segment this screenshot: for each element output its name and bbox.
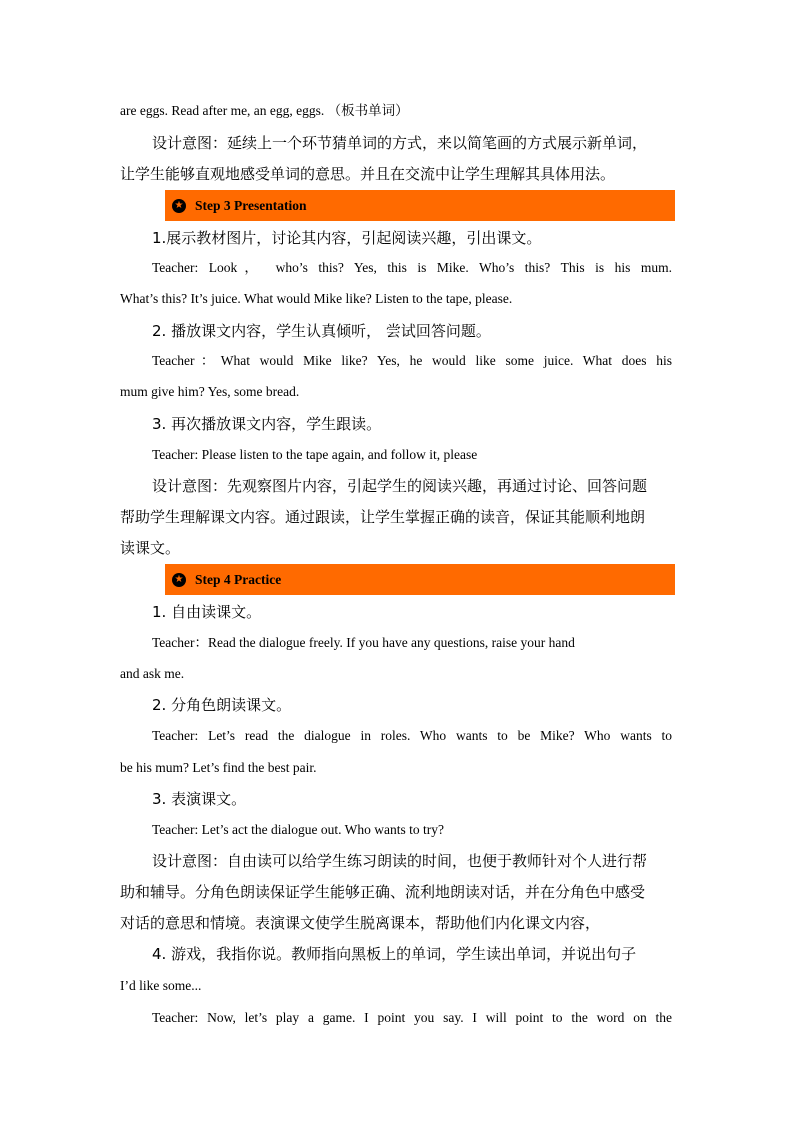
design-intent-line: 读课文。	[120, 539, 181, 557]
teacher-line: Teacher: Let’s act the dialogue out. Who wants to try?	[152, 822, 444, 837]
teacher-line: Teacher：What would Mike like? Yes, he would like some juice. What does his	[152, 353, 672, 368]
text-line: are eggs. Read after me, an egg, eggs. （板书单词）	[120, 103, 409, 118]
star-bullet-icon: ★	[172, 573, 186, 587]
teacher-line: Teacher: Please listen to the tape again, and follow it, please	[152, 447, 478, 462]
step-item: 1.展示教材图片，讨论其内容，引起阅读兴趣，引出课文。	[152, 229, 542, 247]
step4-title: Step 4 Practice	[195, 571, 282, 587]
design-intent-line: 设计意图：自由读可以给学生练习朗读的时间，也便于教师针对个人进行帮	[152, 852, 648, 870]
step-item: 4. 游戏，我指你说。教师指向黑板上的单词，学生读出单词，并说出句子	[152, 945, 637, 963]
step4-banner	[165, 564, 675, 595]
design-intent-line: 助和辅导。分角色朗读保证学生能够正确、流利地朗读对话，并在分角色中感受	[120, 883, 646, 901]
star-bullet-icon: ★	[172, 199, 186, 213]
design-intent-line: 让学生能够直观地感受单词的意思。并且在交流中让学生理解其具体用法。	[120, 165, 616, 183]
design-intent-line: 对话的意思和情境。表演课文使学生脱离课本，帮助他们内化课文内容，	[120, 914, 601, 932]
step3-title: Step 3 Presentation	[195, 197, 307, 213]
teacher-line: be his mum? Let’s find the best pair.	[120, 760, 317, 775]
step-item: 1. 自由读课文。	[152, 603, 262, 621]
teacher-line: I’d like some...	[120, 978, 202, 993]
design-intent-line: 设计意图：先观察图片内容，引起学生的阅读兴趣，再通过讨论、回答问题	[152, 477, 648, 495]
design-intent-line: 帮助学生理解课文内容。通过跟读，让学生掌握正确的读音，保证其能顺利地朗	[120, 508, 646, 526]
step-item: 2. 分角色朗读课文。	[152, 696, 292, 714]
teacher-line: and ask me.	[120, 666, 185, 681]
step3-banner	[165, 190, 675, 221]
design-intent-line: 设计意图：延续上一个环节猜单词的方式，来以简笔画的方式展示新单词，	[152, 134, 648, 152]
step-item: 2. 播放课文内容，学生认真倾听， 尝试回答问题。	[152, 322, 491, 340]
step-item: 3. 再次播放课文内容，学生跟读。	[152, 415, 382, 433]
teacher-line: What’s this? It’s juice. What would Mike like? Listen to the tape, please.	[120, 291, 513, 306]
teacher-line: Teacher：Read the dialogue freely. If you have any questions, raise your hand	[152, 635, 575, 650]
teacher-line: Teacher: Look， who’s this? Yes, this is Mike. Who’s this? This is his mum.	[152, 260, 672, 275]
teacher-line: mum give him? Yes, some bread.	[120, 384, 300, 399]
teacher-line: Teacher: Let’s read the dialogue in roles. Who wants to be Mike? Who wants to	[152, 728, 672, 743]
step-item: 3. 表演课文。	[152, 790, 247, 808]
teacher-line: Teacher: Now, let’s play a game. I point you say. I will point to the word on the	[152, 1010, 672, 1025]
